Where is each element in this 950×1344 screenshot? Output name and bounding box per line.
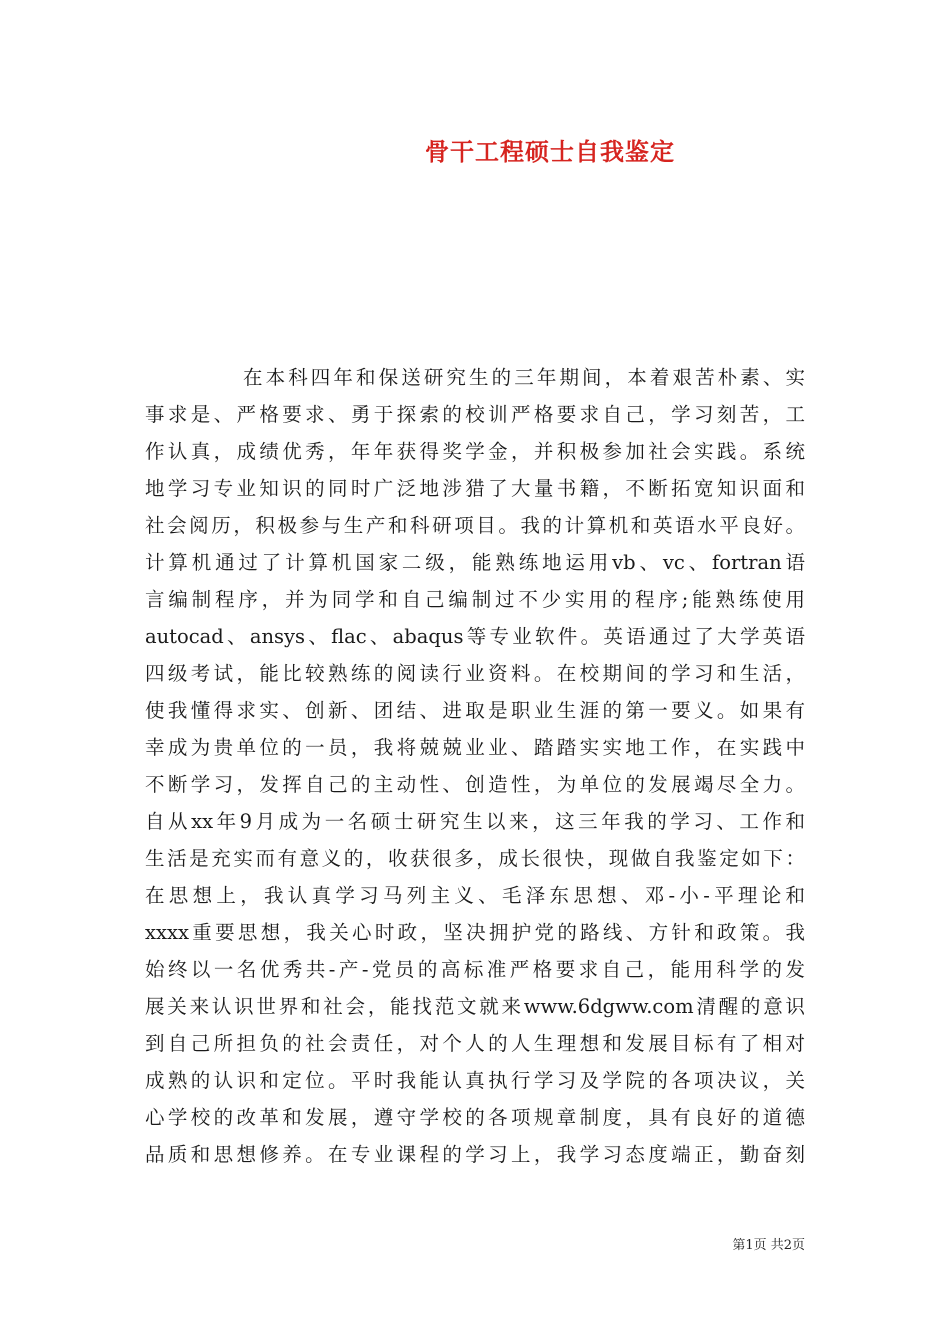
- body-line: xxxx重要思想，我关心时政，坚决拥护党的路线、方针和政策。我: [145, 921, 805, 944]
- document-body: [145, 359, 805, 1173]
- body-line: 事求是、严格要求、勇于探索的校训严格要求自己，学习刻苦，工: [145, 403, 805, 426]
- body-line: 品质和思想修养。在专业课程的学习上，我学习态度端正，勤奋刻: [145, 1143, 805, 1166]
- body-line: 自从xx年9月成为一名硕士研究生以来，这三年我的学习、工作和: [145, 810, 805, 833]
- body-line: 始终以一名优秀共-产-党员的高标准严格要求自己，能用科学的发: [145, 958, 805, 981]
- body-line: 四级考试，能比较熟练的阅读行业资料。在校期间的学习和生活，: [145, 662, 805, 685]
- document-title: 骨干工程硕士自我鉴定: [425, 137, 675, 166]
- body-line: autocad、ansys、flac、abaqus等专业软件。英语通过了大学英语: [145, 625, 805, 648]
- body-line: 使我懂得求实、创新、团结、进取是职业生涯的第一要义。如果有: [145, 699, 805, 722]
- body-line: 社会阅历，积极参与生产和科研项目。我的计算机和英语水平良好。: [145, 514, 805, 537]
- body-line: 作认真，成绩优秀，年年获得奖学金，并积极参加社会实践。系统: [145, 440, 805, 463]
- body-line: 成熟的认识和定位。平时我能认真执行学习及学院的各项决议，关: [145, 1069, 805, 1092]
- body-line: 在本科四年和保送研究生的三年期间，本着艰苦朴素、实: [243, 366, 805, 389]
- body-line: 到自己所担负的社会责任，对个人的人生理想和发展目标有了相对: [145, 1032, 805, 1055]
- body-line: 心学校的改革和发展，遵守学校的各项规章制度，具有良好的道德: [145, 1106, 805, 1129]
- body-line: 地学习专业知识的同时广泛地涉猎了大量书籍，不断拓宽知识面和: [145, 477, 805, 500]
- body-line: 在思想上，我认真学习马列主义、毛泽东思想、邓-小-平理论和: [145, 884, 805, 907]
- body-line: 展关来认识世界和社会，能找范文就来www.6dgww.com清醒的意识: [145, 995, 805, 1018]
- body-line: 言编制程序，并为同学和自己编制过不少实用的程序;能熟练使用: [145, 588, 805, 611]
- body-line: 不断学习，发挥自己的主动性、创造性，为单位的发展竭尽全力。: [145, 773, 805, 796]
- body-line: 计算机通过了计算机国家二级，能熟练地运用vb、vc、fortran语: [145, 551, 805, 574]
- body-line: 生活是充实而有意义的，收获很多，成长很快，现做自我鉴定如下：: [145, 847, 805, 870]
- body-line: 幸成为贵单位的一员，我将兢兢业业、踏踏实实地工作，在实践中: [145, 736, 805, 759]
- page-number-footer: 第1页 共2页: [732, 1238, 805, 1253]
